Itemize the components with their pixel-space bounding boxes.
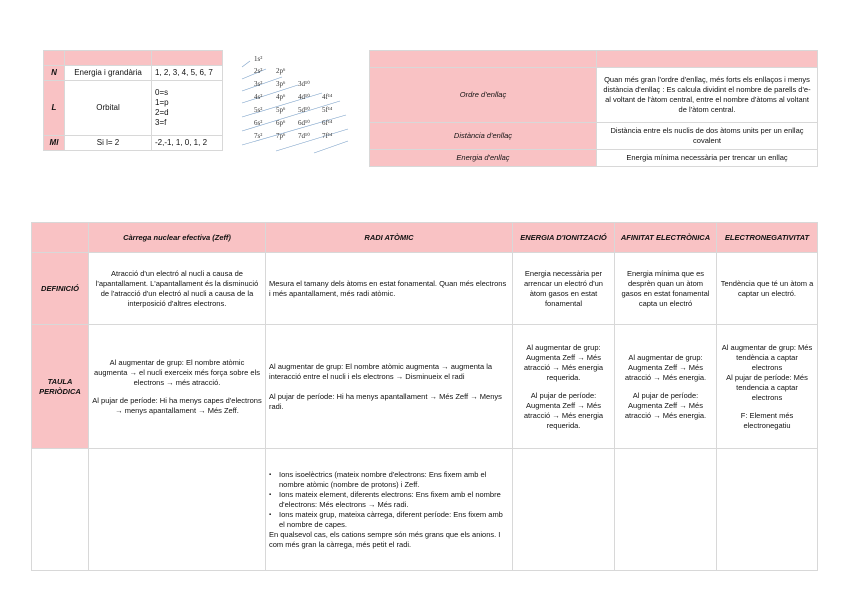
extra-electronegativitat-blank xyxy=(717,449,818,571)
extra-energia-blank xyxy=(513,449,615,571)
orbital-label: 4f¹⁴ xyxy=(322,93,333,101)
bond-header-blank-2 xyxy=(597,51,818,68)
orbital-label: 4p⁶ xyxy=(276,93,286,101)
bond-text: Energia mínima necessària per trencar un enllaç xyxy=(597,150,818,167)
orbital-label: 7s² xyxy=(254,132,263,140)
taula-electronegativitat xyxy=(717,325,818,449)
quantum-values: -2,-1, 1, 0, 1, 2 xyxy=(152,136,223,151)
orbital-label: 2s² xyxy=(254,67,263,75)
extra-row-blank xyxy=(32,449,89,571)
orbital-line: 0=s xyxy=(155,88,169,97)
orbital-line: 2=d xyxy=(155,108,169,117)
taula-text: Al augmentar de grup: El nombre atòmic augmenta → augmenta la interacció entre el nucli i els electrons → Disminueix el radi xyxy=(269,361,493,381)
quantum-header-blank-1 xyxy=(44,51,65,66)
orbital-label: 5p⁶ xyxy=(276,106,286,114)
periodic-properties-table xyxy=(31,222,818,571)
taula-text: Al augmentar de grup: Augmenta Zeff → Més atracció → Més energia requerida. xyxy=(523,342,604,382)
header-energia-ionitzacio: ENERGIA D'IONITZACIÓ xyxy=(513,223,615,253)
definicio-electronegativitat: Tendència que té un àtom a captar un electró. xyxy=(717,253,818,325)
orbital-label: 7f¹⁴ xyxy=(322,132,333,140)
radi-ions xyxy=(266,449,513,571)
quantum-values xyxy=(152,81,223,136)
orbital-label: 7d¹⁰ xyxy=(298,132,310,140)
orbital-label: 6s² xyxy=(254,119,263,127)
bond-text: Quan més gran l'ordre d'enllaç, més forts els enllaços i menys distància d'enllaç : Es calcula dividint el nombre de parells d'e- al voltant de l'àtom central, entre el nombre d'àtoms al voltant de l'àtom central. xyxy=(597,68,818,123)
row-label-definicio: DEFINICIÓ xyxy=(32,253,89,325)
header-radi: RADI ATÒMIC xyxy=(266,223,513,253)
taula-text: Al augmentar de grup: Augmenta Zeff → Més atracció → Més energia. xyxy=(624,352,707,382)
taula-text: Al pujar de període: Hi ha menys apantallament → Més Zeff → Menys radi. xyxy=(269,391,502,411)
orbital-line: 1=p xyxy=(155,98,169,107)
taula-text: Al pujar de període: Més tendencia a captar electrons xyxy=(726,372,808,402)
orbital-label: 5d¹⁰ xyxy=(298,106,310,114)
quantum-name: Energia i grandària xyxy=(65,66,152,81)
bond-table xyxy=(369,50,818,167)
orbital-label: 4d¹⁰ xyxy=(298,93,310,101)
taula-text: F: Element més electronegatiu xyxy=(740,410,794,430)
taula-text: Al pujar de període: Augmenta Zeff → Més atracció → Més energia requerida. xyxy=(523,390,604,430)
bond-text: Distància entre els nuclis de dos àtoms units per un enllaç covalent xyxy=(597,123,818,150)
taula-energia xyxy=(513,325,615,449)
ions-note: En qualsevol cas, els cations sempre són més grans que els anions. I com més gran la càrrega, més petit el radi. xyxy=(269,529,501,549)
quantum-header-blank-3 xyxy=(152,51,223,66)
orbital-label: 1s² xyxy=(254,55,263,63)
orbital-line: 3=f xyxy=(155,118,167,127)
ions-item: ▪ Ions isoelèctrics (mateix nombre d'electrons: Ens fixem amb el nombre atòmic (nombre de protons) i Zeff. xyxy=(269,470,509,490)
bond-header-blank-1 xyxy=(370,51,597,68)
extra-afinitat-blank xyxy=(615,449,717,571)
header-afinitat: AFINITAT ELECTRÒNICA xyxy=(615,223,717,253)
orbital-label: 7p⁶ xyxy=(276,132,286,140)
row-label-taula: TAULA PERIÒDICA xyxy=(32,325,89,449)
orbital-label: 6f¹⁴ xyxy=(322,119,333,127)
aufbau-diagram xyxy=(236,55,356,155)
bond-label: Ordre d'enllaç xyxy=(370,68,597,123)
quantum-name: Si l= 2 xyxy=(65,136,152,151)
main-header-blank xyxy=(32,223,89,253)
extra-zeff-blank xyxy=(89,449,266,571)
definicio-zeff: Atracció d'un electró al nucli a causa de l'apantallament. L'apantallament és la disminució de l'atracció d'un electró al nucli a causa de la interposició d'altres electrons. xyxy=(89,253,266,325)
orbital-label: 5s² xyxy=(254,106,263,114)
taula-text: Al pujar de període: Augmenta Zeff → Més atracció → Més energia. xyxy=(624,390,707,420)
orbital-label: 3p⁶ xyxy=(276,80,286,88)
orbital-label: 3s² xyxy=(254,80,263,88)
definicio-afinitat: Energia mínima que es desprèn quan un àtom gasos en estat fonamental capta un electró xyxy=(615,253,717,325)
taula-radi xyxy=(266,325,513,449)
taula-zeff xyxy=(89,325,266,449)
header-zeff: Càrrega nuclear efectiva (Zeff) xyxy=(89,223,266,253)
quantum-values: 1, 2, 3, 4, 5, 6, 7 xyxy=(152,66,223,81)
quantum-name: Orbital xyxy=(65,81,152,136)
orbital-label: 6d¹⁰ xyxy=(298,119,310,127)
definicio-energia: Energia necessària per arrencar un electró d'un àtom gasos en estat fonamental xyxy=(513,253,615,325)
bond-label: Energia d'enllaç xyxy=(370,150,597,167)
bond-label: Distància d'enllaç xyxy=(370,123,597,150)
orbital-label: 4s² xyxy=(254,93,263,101)
quantum-symbol: Ml xyxy=(44,136,65,151)
ions-item: ▪ Ions mateix element, diferents electrons: Ens fixem amb el nombre d'electrons: Més electrons → Més radi. xyxy=(269,490,509,510)
quantum-numbers-table xyxy=(43,50,223,151)
taula-text: Al augmentar de grup: Més tendència a captar electrons xyxy=(721,342,813,372)
ions-list xyxy=(269,470,509,530)
orbital-label: 3d¹⁰ xyxy=(298,80,310,88)
quantum-symbol: L xyxy=(44,81,65,136)
quantum-symbol: N xyxy=(44,66,65,81)
taula-text: Al augmentar de grup: El nombre atòmic augmenta → el nucli exerceix més força sobre els electrons → més atracció. xyxy=(94,357,260,387)
taula-afinitat xyxy=(615,325,717,449)
orbital-label: 2p⁶ xyxy=(276,67,286,75)
header-electronegativitat: ELECTRONEGATIVITAT xyxy=(717,223,818,253)
definicio-radi: Mesura el tamany dels àtoms en estat fonamental. Quan més electrons i més apantallament, més radi atòmic. xyxy=(266,253,513,325)
orbital-label: 5f¹⁴ xyxy=(322,106,333,114)
orbital-label: 6p⁶ xyxy=(276,119,286,127)
quantum-header-blank-2 xyxy=(65,51,152,66)
ions-item: ▪ Ions mateix grup, mateixa càrrega, diferent període: Ens fixem amb el nombre de capes. xyxy=(269,510,509,530)
taula-text: Al pujar de període: Hi ha menys capes d'electrons → menys apantallament → Més Zeff. xyxy=(92,395,262,415)
